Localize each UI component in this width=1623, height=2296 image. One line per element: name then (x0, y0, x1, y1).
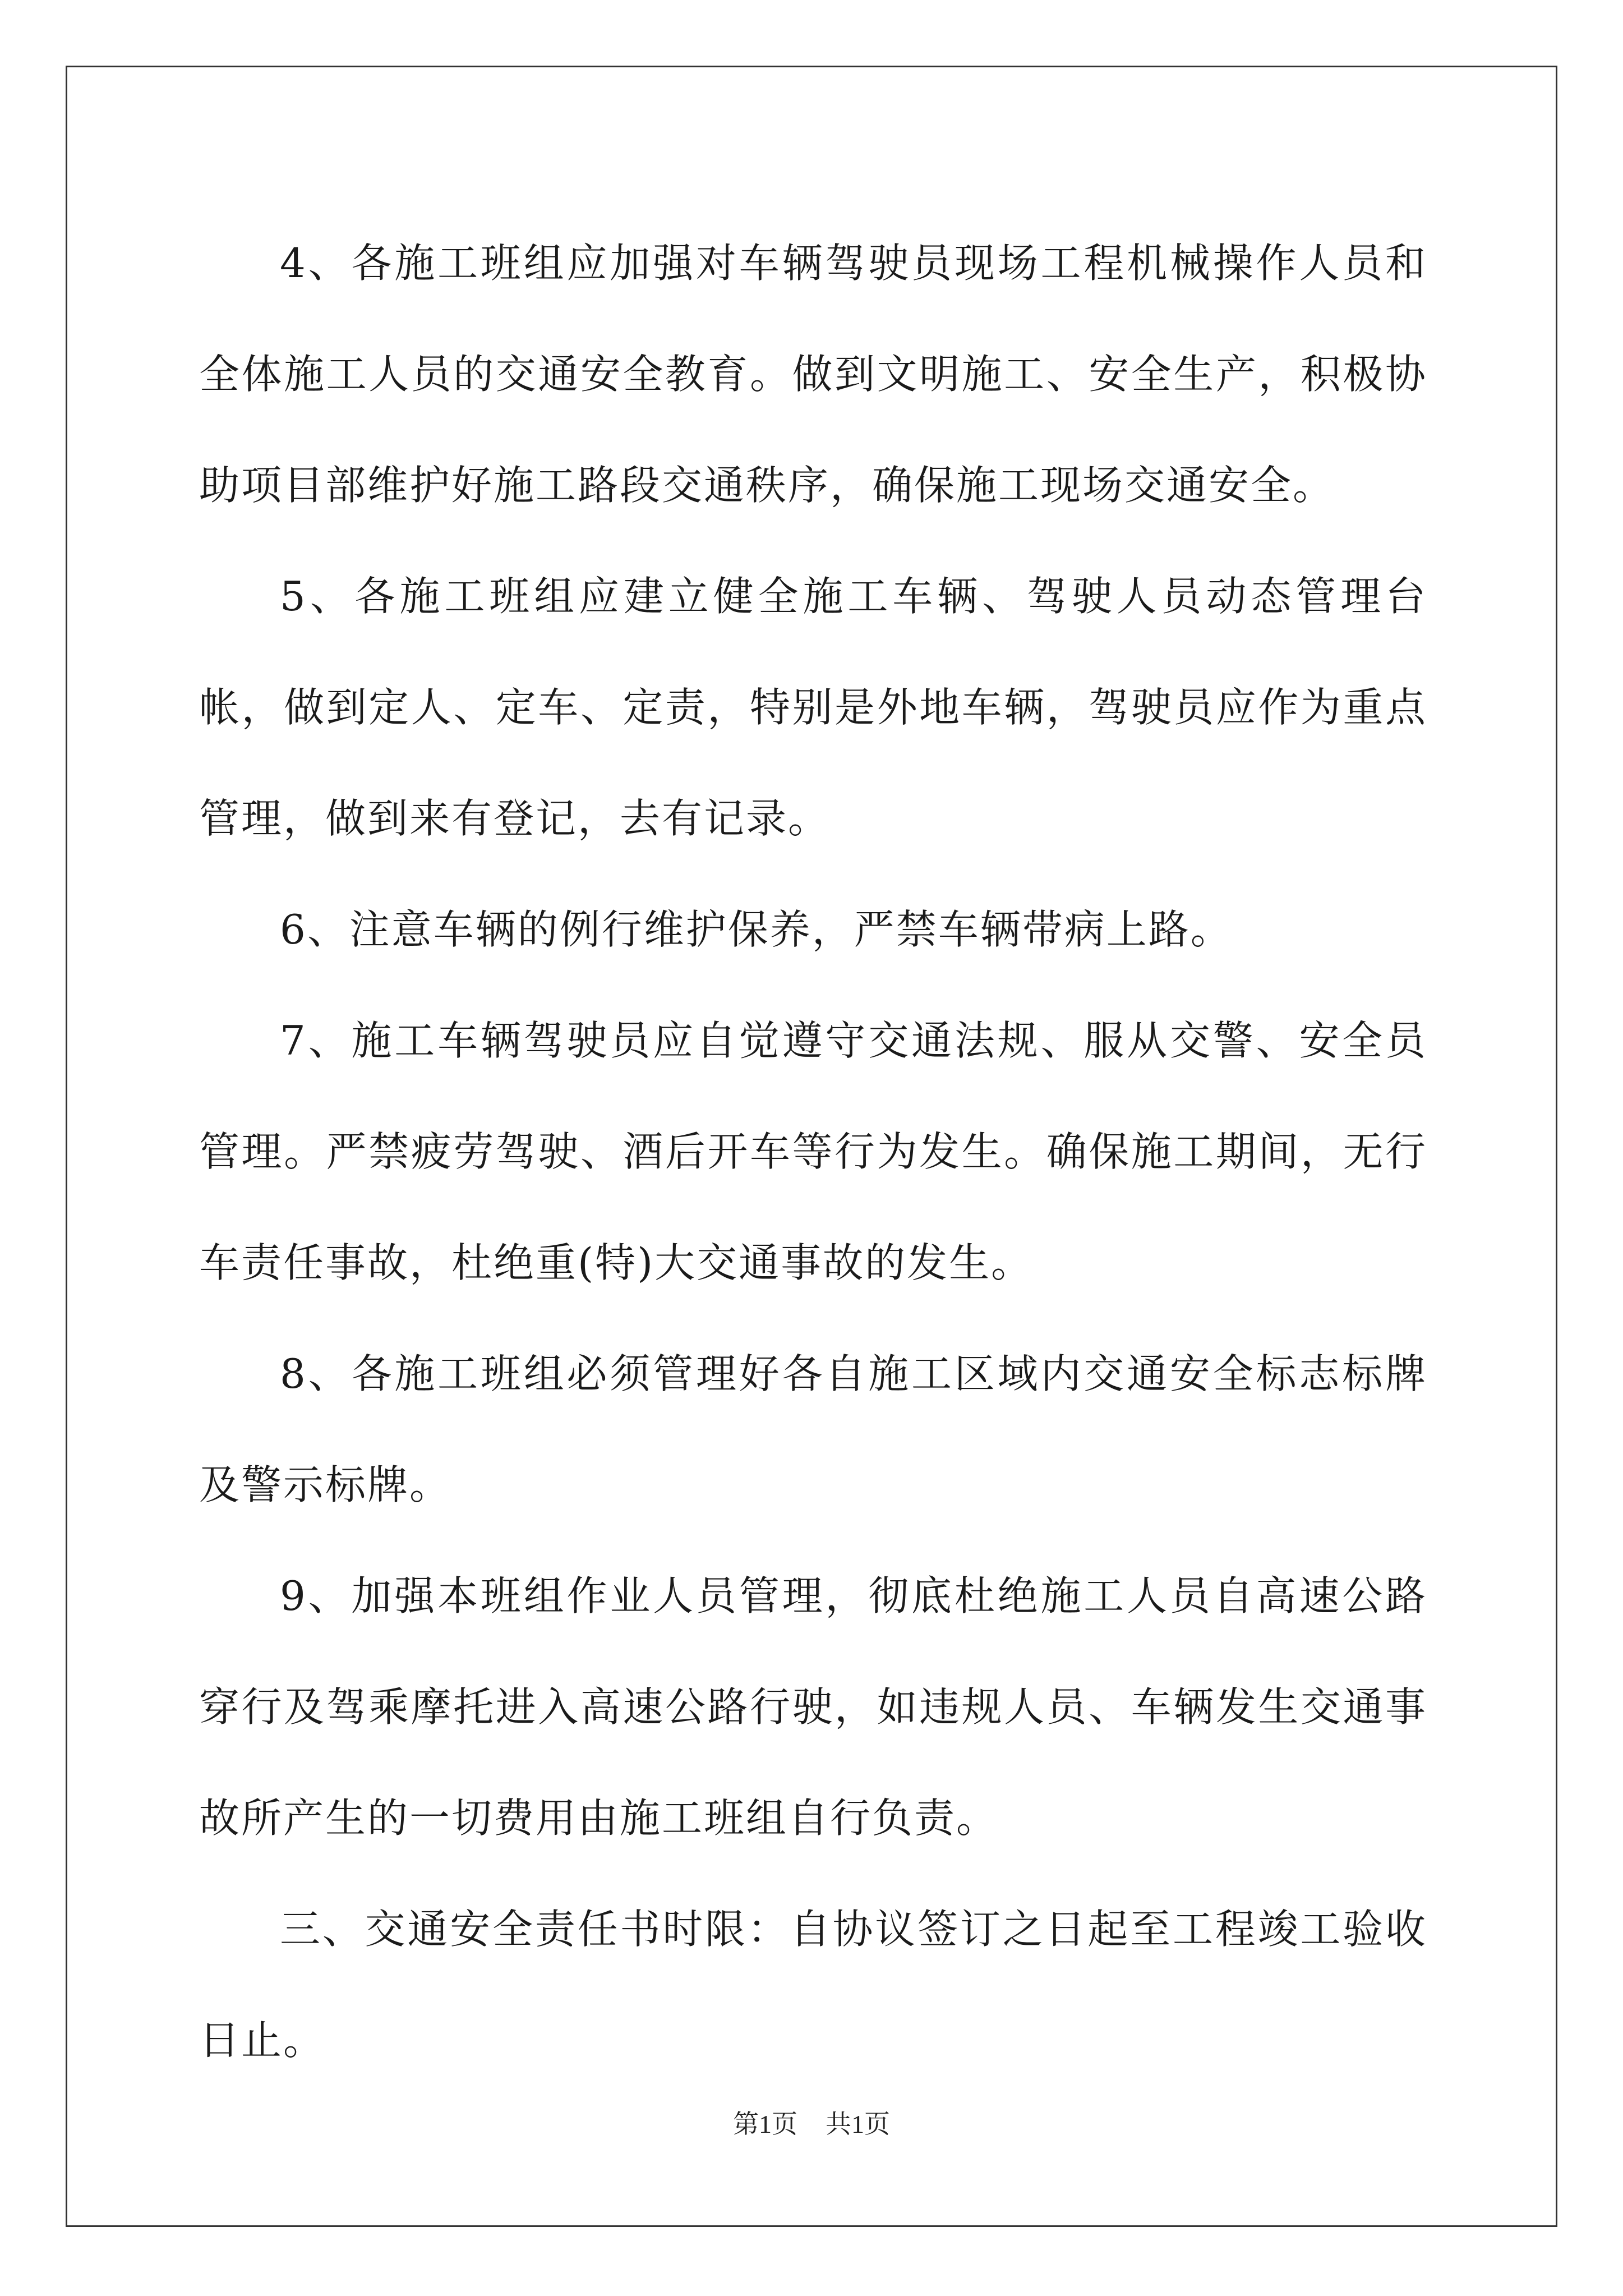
paragraph-item-8: 8、各施工班组必须管理好各自施工区域内交通安全标志标牌及警示标牌。 (199, 1350, 1427, 1508)
page-total: 共1页 (826, 2110, 890, 2138)
paragraph-item-4: 4、各施工班组应加强对车辆驾驶员现场工程机械操作人员和全体施工人员的交通安全教育。做到文明施工、安全生产，积极协助项目部维护好施工路段交通秩序，确保施工现场交通安全。 (199, 240, 1427, 509)
paragraph-item-6: 6、注意车辆的例行维护保养，严禁车辆带病上路。 (280, 906, 1233, 953)
page-footer (0, 2104, 1623, 2141)
document-body (199, 208, 1427, 2096)
page-number: 第1页 (733, 2110, 797, 2138)
paragraph-section-3: 三、交通安全责任书时限：自协议签订之日起至工程竣工验收日止。 (199, 1906, 1427, 2064)
paragraph-item-5: 5、各施工班组应建立健全施工车辆、驾驶人员动态管理台帐，做到定人、定车、定责，特别是外地车辆，驾驶员应作为重点管理，做到来有登记，去有记录。 (199, 573, 1427, 842)
paragraph-item-9: 9、加强本班组作业人员管理，彻底杜绝施工人员自高速公路穿行及驾乘摩托进入高速公路行驶，如违规人员、车辆发生交通事故所产生的一切费用由施工班组自行负责。 (199, 1572, 1427, 1842)
paragraph-item-7: 7、施工车辆驾驶员应自觉遵守交通法规、服从交警、安全员管理。严禁疲劳驾驶、酒后开车等行为发生。确保施工期间，无行车责任事故，杜绝重(特)大交通事故的发生。 (199, 1017, 1427, 1286)
